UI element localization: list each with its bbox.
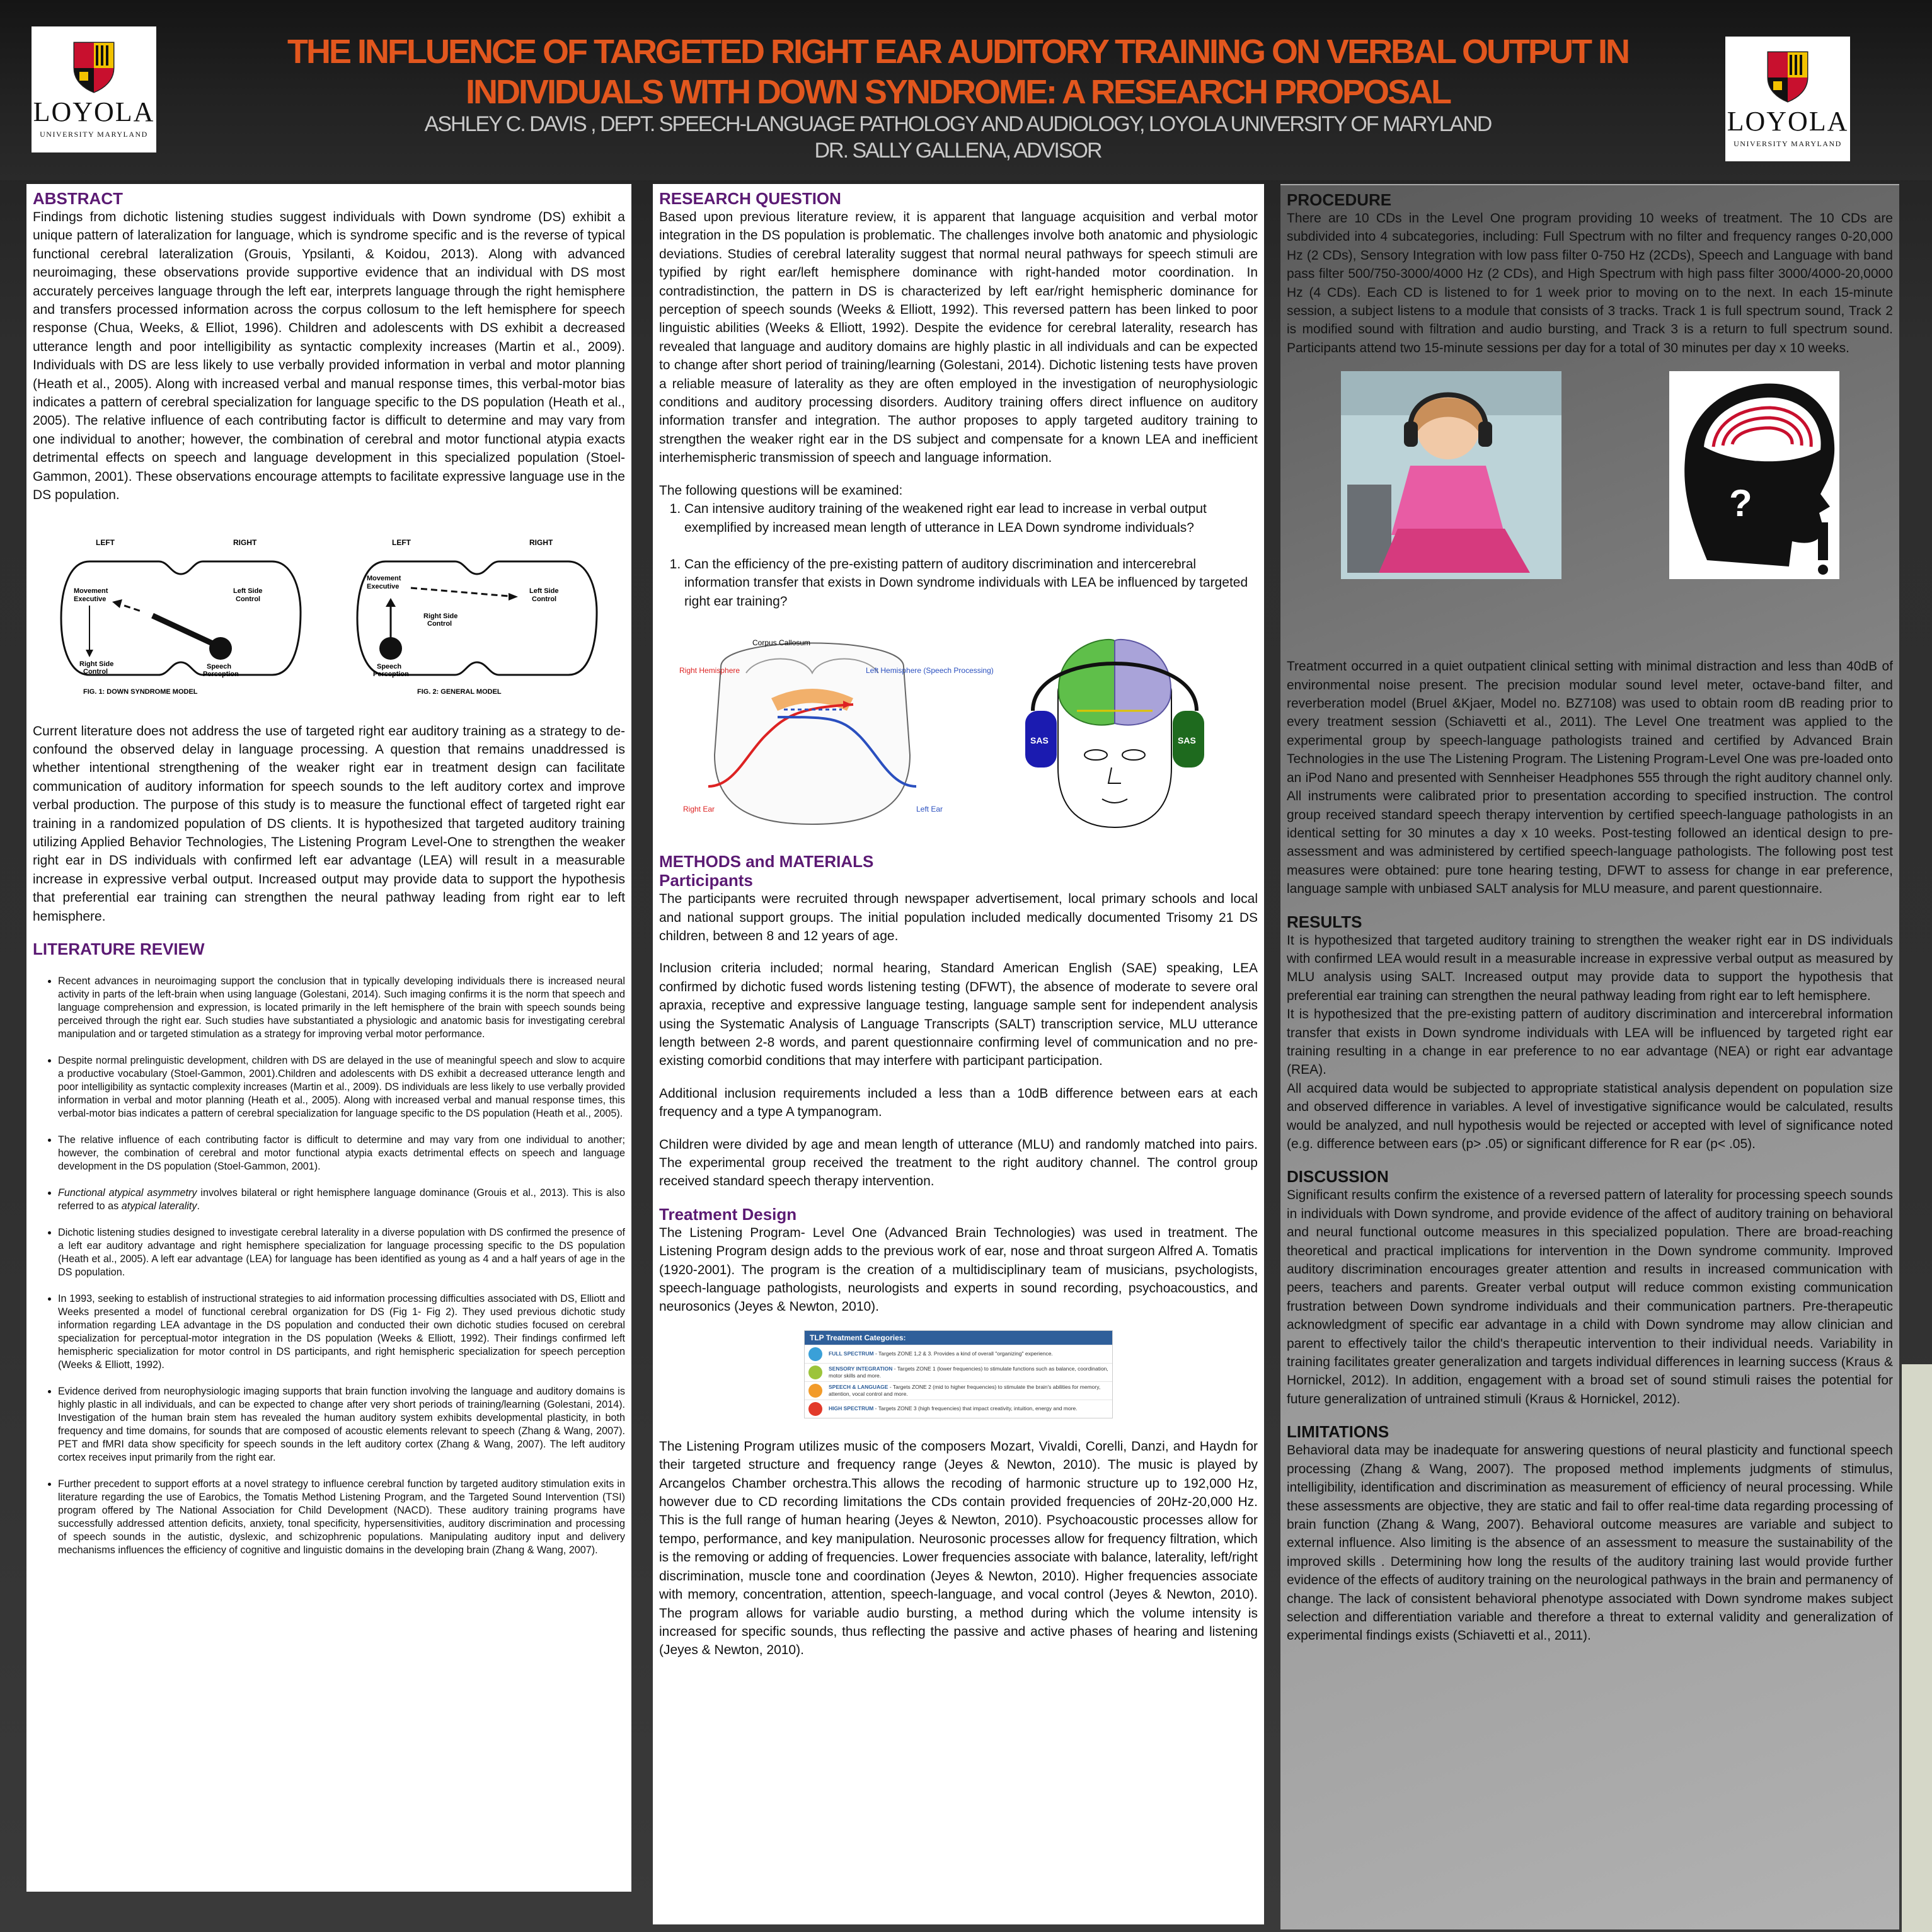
tlp-row bbox=[805, 1363, 1112, 1381]
head-maze-illustration bbox=[1669, 371, 1839, 579]
question-item: 1. Can intensive auditory training of the weakened right ear lead to increase in verbal output exemplified by increased mean length of utterance in LEA Down syndrome individuals? bbox=[684, 500, 1258, 537]
limitations-text: Behavioral data may be inadequate for answering questions of neural plasticity and functional speech processing (Zhang & Wang, 2007). The proposed method implements judgments of stimulus, intelligibility, identification and discrimination as measurement of efficiency of neural processing. While these assessments are objective, they are static and fail to offer real-time data regarding processing of brain function (Zhang & Wang, 2007). Behavioral outcome measures are variable and subject to external influence. Also limiting is the absence of an assessment to measure the sustainability of the improved skills . Determining how long the results of the auditory training last would provide further evidence of the effects of auditory training on the neurological pathways in the brain and permanency of change. The lack of consistent behavioral phenotype associated with Down syndrome makes subject selection and differentiation variable and therefore a threat to external validity and generalization of experimental findings exists (Schiavetti et al., 2011). bbox=[1287, 1443, 1893, 1643]
abstract-heading: ABSTRACT bbox=[33, 189, 123, 208]
svg-text:Executive: Executive bbox=[74, 595, 106, 603]
inclusion-text: Inclusion criteria included; normal hearing, Standard American English (SAE) speaking, LEA confirmed by dichotic fused words listening testing (DFWT), the absence of moderate to severe oral apraxia, receptive and expressive language testing, language sample sent for independent analysis using the Systematic Analysis of Language Transcripts (SALT) transcription service, MLU utterance length between 2-8 words, and parent questionnaire confirming level of communication and no pre-existing comorbid conditions that may interfere with participant participation. bbox=[659, 961, 1258, 1069]
logo-subtitle: UNIVERSITY MARYLAND bbox=[40, 129, 148, 139]
loyola-logo-right bbox=[1725, 37, 1850, 161]
svg-text:LEFT: LEFT bbox=[96, 538, 115, 547]
headphone-brain-diagram bbox=[989, 629, 1241, 834]
question-item: 1. Can the efficiency of the pre-existing pattern of auditory discrimination and intercerebral information transfer that exists in Down syndrome individuals with LEA be influenced by targeted right ear training? bbox=[684, 555, 1258, 611]
results-heading: RESULTS bbox=[1287, 912, 1362, 931]
tlp-categories-table bbox=[804, 1330, 1113, 1418]
tlp-row-text: SENSORY INTEGRATION - Targets ZONE 1 (lower frequencies) to stimulate functions such as balance, coordination, motor skills and more. bbox=[829, 1365, 1108, 1379]
svg-text:Left Side: Left Side bbox=[529, 587, 559, 595]
column-right bbox=[1280, 184, 1899, 1929]
child-headphones-photo bbox=[1341, 371, 1561, 579]
question-list bbox=[659, 500, 1258, 611]
term-end: . bbox=[197, 1200, 200, 1212]
logo-wordmark: LOYOLA bbox=[33, 96, 155, 127]
literature-item: • Further precedent to support efforts at a novel strategy to influence cerebral function by targeted auditory stimulation exits in literature regarding the use of Earobics, the Tomatis Method Listening Program, and the Targeted Sound Intervention (TSI) program offered by The National Association for Child Development (NACD). These auditory training programs have successfully addressed attention deficits, anxiety, tonal specificity, hypersensitivities, auditory discrimination and processing of speech sounds in the autistic, dyslexic, and schizophrenic populations. Manipulating auditory input and delivery mechanisms influences the efficiency of cognitive and linguistic domains in the developing brain (Zhang & Wang, 2007). bbox=[58, 1478, 625, 1557]
term-italic: Functional atypical asymmetry bbox=[58, 1187, 197, 1199]
methods-heading: METHODS and MATERIALS bbox=[659, 852, 874, 871]
literature-list bbox=[58, 975, 625, 1557]
lateralization-figures bbox=[33, 536, 625, 703]
svg-text:Speech: Speech bbox=[377, 662, 402, 670]
svg-text:Corpus Callosum: Corpus Callosum bbox=[752, 638, 810, 648]
loyola-logo bbox=[32, 26, 156, 152]
auditory-pathway-diagram bbox=[677, 629, 994, 834]
tlp-row bbox=[805, 1345, 1112, 1363]
tlp-row-text: FULL SPECTRUM - Targets ZONE 1,2 & 3. Provides a kind of overall "organizing" experience. bbox=[829, 1350, 1053, 1357]
poster-header bbox=[0, 0, 1932, 180]
discussion-text: Significant results confirm the existence of a reversed pattern of laterality for processing speech sounds in individuals with Down syndrome, and provide evidence of the affect of auditory training on behavioral and neural functional outcome measures in this specialized population. There are broad-reaching theoretical and practical implications for intervention in the Down syndrome community. Improved auditory discrimination encourages greater attention and results in increased communication with peers, teachers and parents. Greater verbal output will reduce common existing communication frustration between Down syndrome individuals and their communication partners. Pre-therapeutic acknowledgment of specific ear advantage in a child with Down syndrome may allow clinician and parent to effectively tailor the child's therapeutic intervention to their individual needs. Variability in training facilitates greater generalization and targets individual differences in learning success (Kraus & Hornickel, 2012). In addition, engagement with a broad set of sound stimuli raises the potential for future generalization of untrained stimuli (Kraus & Hornickel, 2012). bbox=[1287, 1188, 1893, 1406]
svg-text:FIG. 2: GENERAL MODEL: FIG. 2: GENERAL MODEL bbox=[417, 687, 502, 696]
svg-text:Left Hemisphere (Speech Proces: Left Hemisphere (Speech Processing) bbox=[865, 666, 994, 676]
abstract-text-2: Current literature does not address the use of targeted right ear auditory training as a strategy to de-confound the observed delay in language processing. A question that remains unaddressed is whether intentional strengthening of the weaker right ear in treatment design can facilitate communication of auditory information for speech sounds to the left auditory cortex and improve verbal production. The purpose of this study is to measure the functional effect of targeted right ear training in a randomized population of DS clients. It is hypothesized that targeted auditory training utilizing Applied Behavior Technologies, The Listening Program Level-One to strengthen the weaker right ear in DS individuals with confirmed left ear advantage (LEA) will result in a measurable increase in expressive verbal output. Increased output may provide data to support the hypothesis that preferential ear training can strengthen the neural pathway leading from right ear to left hemisphere. bbox=[33, 723, 625, 924]
poster-authors bbox=[202, 111, 1714, 164]
procedure-text: There are 10 CDs in the Level One program providing 10 weeks of treatment. The 10 CDs are subdivided into 4 subcategories, including: Full Spectrum with no filter and frequency ranges 0-20,000 Hz (2 CDs), Sensory Integration with low pass filter 0-750 Hz (2CDs), Speech and Language with band pass filter 500/750-3000/4000 Hz (2 CDs), and High Spectrum with high pass filter 3000/4000-20,0000 Hz (4 CDs). Each CD is listened to for 1 week prior to moving on to the next. In each 15-minute session, a subject listens to a module that consists of 3 tracks. Track 1 is full spectrum sound, Track 2 is modified sound with filtration and audio bursting, and Track 3 is a return to full spectrum sound. Participants attend two 15-minute sessions per day for a total of 30 minutes per day x 10 weeks. bbox=[1287, 211, 1893, 355]
zone-dot-icon bbox=[808, 1347, 822, 1361]
svg-text:Speech: Speech bbox=[207, 662, 232, 670]
fig-general-model bbox=[348, 536, 606, 703]
svg-text:Control: Control bbox=[427, 619, 452, 628]
hemisphere-figures bbox=[659, 629, 1258, 837]
literature-item: • Dichotic listening studies designed to investigate cerebral laterality in a diverse population with DS confirmed the presence of a left ear auditory advantage and right hemisphere specialization for language processing specific to the DS population (Heath et al., 2005). A left ear advantage (LEA) for language has been identified as young as 4 and a half years of age in the DS population. bbox=[58, 1226, 625, 1279]
inclusion-extra-text: Additional inclusion requirements included a less than a 10dB difference between ears at each frequency and a type A tympanogram. bbox=[659, 1086, 1258, 1120]
tlp-row-text: HIGH SPECTRUM - Targets ZONE 3 (high frequencies) that impact creativity, intuition, energy and more. bbox=[829, 1405, 1078, 1412]
svg-text:LEFT: LEFT bbox=[392, 538, 411, 547]
column-left bbox=[26, 184, 631, 1892]
treatment-text: The Listening Program- Level One (Advanced Brain Technologies) was used in treatment. The Listening Program design adds to the previous work of ear, nose and throat surgeon Alfred A. Tomatis (1920-2001). The program is the creation of a multidisciplinary team of musicians, psychologists, speech-language pathologists, neurologists and experts in sound recording, psychoacoustics, and neurosonics (Jeyes & Newton, 2010). bbox=[659, 1225, 1258, 1314]
svg-text:Right Hemisphere: Right Hemisphere bbox=[679, 666, 740, 676]
svg-text:SAS: SAS bbox=[1030, 735, 1049, 746]
svg-text:Left Side: Left Side bbox=[233, 587, 263, 595]
zone-dot-icon bbox=[808, 1402, 822, 1416]
shield-icon bbox=[1766, 50, 1810, 103]
svg-text:Right Side: Right Side bbox=[423, 612, 458, 620]
decorative-side-strip bbox=[1902, 1364, 1932, 1932]
logo-subtitle: UNIVERSITY MARYLAND bbox=[1734, 139, 1842, 148]
logo-wordmark: LOYOLA bbox=[1727, 105, 1849, 137]
results-text-2: It is hypothesized that the pre-existing pattern of auditory discrimination and intercerebral information transfer that exists in Down syndrome individuals with LEA will be influenced by targeted right ear training resulting in a change in ear preference to no ear advantage (NEA) or right ear advantage (REA). bbox=[1287, 1007, 1893, 1078]
literature-item: • Evidence derived from neurophysiologic imaging supports that brain function involving the language and auditory domains is highly plastic in all individuals, and can be expected to change after very short periods of training/learning (Golestani, 2014). Investigation of the human brain stem has revealed the human auditory system exhibits developmental plasticity, in both frequency and time domains, for sounds that are composed of acoustic elements relevant to speech (Zhang & Wang, 2007). PET and fMRI data show specificity for speech sounds in the left auditory cortex (Zhang & Wang, 2007). The left auditory cortex receives input primarily from the right ear. bbox=[58, 1385, 625, 1464]
research-text: Based upon previous literature review, it is apparent that language acquisition and verbal motor integration in the DS population is problematic. The challenges involve both anatomic and physiologic deviations. Studies of cerebral laterality suggest that normal neural pathways for speech stimuli are typified by right ear/left hemisphere dominance with right-handed motor coordination. In contradistinction, the pattern in DS is characterized by left ear/right hemispheric dominance for perception of speech sounds (Weeks & Elliott, 1992). This reversed pattern has been linked to poor linguistic abilities (Weeks & Elliott, 1992). Despite the evidence for cerebral laterality, research has revealed that language and auditory domains are highly plastic in all individuals and can be expected to change after short period of training/learning (Golestani, 2014). Dichotic listening tests have proven a reliable measure of laterality as they are often employed in the investigation of neurophysiologic conditions and auditory processing disorders. Auditory training offers direct influence on auditory information transfer and integration. The author proposes to apply targeted auditory training to strengthen the weaker right ear in the DS subject and compensate for a known LEA and inefficient interhemispheric transmission of speech and language information. bbox=[659, 210, 1258, 466]
research-heading: RESEARCH QUESTION bbox=[659, 189, 841, 208]
shield-icon bbox=[72, 40, 116, 93]
results-text-3: All acquired data would be subjected to appropriate statistical analysis dependent on population size and observed difference in variables. A level of investigative significance would be calculated, results would be analyzed, and null hypothesis would be rejected or accepted with level of significance noted (e.g. difference between ears (p> .05) or significant difference for R ear (p< .05). bbox=[1287, 1081, 1893, 1151]
author-line: ASHLEY C. DAVIS , DEPT. SPEECH-LANGUAGE PATHOLOGY AND AUDIOLOGY, LOYOLA UNIVERSITY OF MARYLAND bbox=[424, 112, 1492, 136]
literature-item: • Recent advances in neuroimaging support the conclusion that in typically developing individuals there is increased neural activity in parts of the left-brain when using language (Golestani, 2014). Such imaging confirms it is the norm that speech and language comprehension and expression, is located primarily in the left hemisphere of the brain with speech sounds being perceived through the right ear. Such studies have substantiated a physiologic and anatomic basis for investigating cerebral manipulation and or targeted stimulation as a strategy for improving verbal motor performance. bbox=[58, 975, 625, 1041]
zone-dot-icon bbox=[808, 1366, 822, 1379]
fig-down-syndrome-model bbox=[52, 536, 310, 703]
term-italic: atypical laterality bbox=[121, 1200, 197, 1212]
svg-text:Executive: Executive bbox=[367, 582, 400, 590]
grouping-text: Children were divided by age and mean length of utterance (MLU) and randomly matched into pairs. The experimental group received the treatment to the right auditory channel. The control group received standard speech therapy intervention. bbox=[659, 1137, 1258, 1189]
svg-text:Movement: Movement bbox=[74, 587, 108, 595]
listening-program-text: The Listening Program utilizes music of the composers Mozart, Vivaldi, Corelli, Danzi, and Haydn for their targeted structure and frequency range (Jeyes & Newton, 2010). The music is played by Arcangelos Chamber orchestra.This allows the recoding of harmonic structure up to 192,000 Hz, however due to CD recording limitations the CDs contain provided frequencies of 20Hz-20,000 Hz. This is the full range of human hearing (Jeyes & Newton, 2010). Psychoacoustic processes allow for tempo, performance, and key manipulation. Neurosonic processes allow for frequency filtration, which is the removing or adding of frequencies. Lower frequencies associate with balance, laterality, left/right discrimination, muscle tone and coordination (Jeyes & Newton, 2010). Higher frequencies associate with memory, concentration, attention, speech-language, and vocal control (Jeyes & Newton, 2010). The program allows for variable audio bursting, a method during which the volume intensity is increased for specific sounds, thus reflecting the passive and active phases of hearing and listening (Jeyes & Newton, 2010). bbox=[659, 1439, 1258, 1658]
svg-text:?: ? bbox=[1728, 482, 1752, 525]
svg-text:Right Side: Right Side bbox=[79, 660, 114, 668]
svg-text:FIG. 1: DOWN SYNDROME MODEL: FIG. 1: DOWN SYNDROME MODEL bbox=[83, 687, 198, 696]
svg-text:RIGHT: RIGHT bbox=[529, 538, 553, 547]
column-middle bbox=[653, 184, 1264, 1924]
svg-text:Movement: Movement bbox=[367, 574, 401, 582]
procedure-images bbox=[1287, 371, 1893, 623]
svg-text:Control: Control bbox=[83, 667, 108, 676]
tlp-title: TLP Treatment Categories: bbox=[805, 1331, 1112, 1345]
treatment-setting-text: Treatment occurred in a quiet outpatient clinical setting with minimal distraction and less than 40dB of environmental noise present. The precision modular sound level meter, octave-band filter, and reverberation model (Bruel &Kjaer, Model no. BZ7108) was used to obtain room dB reading prior to every treatment session (Schiavetti et al., 2011). The Level One treatment was applied to the experimental group by speech-language pathologists trained and certified by Advanced Brain Technologies in the use The Listening Program. The Listening Program-Level One was pre-loaded onto an iPod Nano and presented with Sennheiser Headphones 555 through the right auditory channel only. All instruments were calibrated prior to presentation according to specified instruction. The control group received standard speech therapy intervention by certified speech-language pathologists in an identical setting for 30 minutes a day x 10 weeks. Post-testing followed an identical design to pre-assessment and was administered by certified speech-language pathologists. The following post test measures were obtained: pure tone hearing testing, DFWT to assess for change in ear preference, language sample with unbiased SALT analysis for MLU measure, and parent questionnaire. bbox=[1287, 659, 1893, 897]
results-text-1: It is hypothesized that targeted auditory training to strengthen the weaker right ear in DS individuals with confirmed LEA would result in a measurable increase in expressive verbal output as measured by MLU analysis using SALT. Increased output may provide data to support the hypothesis that preferential ear training can strengthen the neural pathway leading from right ear to left hemisphere. bbox=[1287, 933, 1893, 1003]
abstract-text: Findings from dichotic listening studies suggest individuals with Down syndrome (DS) exhibit a unique pattern of lateralization for language, which is syndrome specific and is the reverse of typical functional cerebral lateralization (Grouis, Ypsilanti, & Koidou, 2013). Along with advanced neuroimaging, these observations provide supportive evidence that an individual with DS most accurately perceives language through the left ear, interprets language through the right hemisphere and transfers processed information across the corpus collosum to the left hemisphere for speech response (Chua, Weeks, & Elliot, 1996). Children and adolescents with DS exhibit a decreased utterance length and poor intelligibility as syntactic complexity increases (Martin et al., 2009). Individuals with DS are less likely to use verbally provided information in verbal and motor planning (Heath et al., 2005). Along with increased verbal and manual response times, this verbal-motor bias indicates a pattern of cerebral specialization for language specific to the DS population (Heath et al., 2005). The relative influence of each contributing factor is difficult to determine and may vary from one individual to another; however, the combination of cerebral and motor functional atypia exacts detrimental effects on speech and language development in this specialized population (Stoel-Gammon, 2001). These observations encourage attempts to facilitate expressive language use in the DS population. bbox=[33, 210, 625, 503]
advisor-line: DR. SALLY GALLENA, ADVISOR bbox=[814, 139, 1101, 163]
svg-text:RIGHT: RIGHT bbox=[233, 538, 257, 547]
svg-text:Control: Control bbox=[236, 595, 261, 603]
literature-heading: LITERATURE REVIEW bbox=[33, 939, 205, 958]
tlp-row-text: SPEECH & LANGUAGE - Targets ZONE 2 (mid to higher frequencies) to stimulate the brain's abilities for memory, attention, vocal control and more. bbox=[829, 1383, 1101, 1397]
svg-text:Perception: Perception bbox=[203, 670, 239, 678]
literature-item bbox=[58, 1187, 625, 1213]
svg-text:Right Ear: Right Ear bbox=[682, 805, 715, 814]
discussion-heading: DISCUSSION bbox=[1287, 1167, 1389, 1187]
participants-text: The participants were recruited through newspaper advertisement, local primary schools and local and national support groups. The initial population included medically documented Trisomy 21 DS children, between 8 and 12 years of age. bbox=[659, 892, 1258, 943]
procedure-heading: PROCEDURE bbox=[1287, 190, 1392, 209]
literature-item: • Despite normal prelinguistic development, children with DS are delayed in the use of meaningful speech and slow to acquire a productive vocabulary (Stoel-Gammon, 2001).Children and adolescents with DS exhibit a decreased utterance length and poor intelligibility as syntactic complexity increases (Martin et al., 2009). DS individuals are less likely to use verbally provided information in verbal and motor planning (Heath et al., 2005). Along with increased verbal and manual response times, this verbal-motor bias indicates a pattern of cerebral specialization for language specific to the DS population (Heath et al., 2005). bbox=[58, 1054, 625, 1120]
tlp-row bbox=[805, 1400, 1112, 1418]
poster-title: THE INFLUENCE OF TARGETED RIGHT EAR AUDITORY TRAINING ON VERBAL OUTPUT IN INDIVIDUALS WITH DOWN SYNDROME: A RESEARCH PROPOSAL bbox=[287, 33, 1629, 111]
zone-dot-icon bbox=[808, 1384, 822, 1398]
treatment-heading: Treatment Design bbox=[659, 1204, 797, 1224]
questions-intro: The following questions will be examined: bbox=[659, 483, 903, 498]
svg-text:SAS: SAS bbox=[1177, 735, 1196, 746]
limitations-heading: LIMITATIONS bbox=[1287, 1422, 1389, 1442]
literature-item: • In 1993, seeking to establish of instructional strategies to aid information processing difficulties associated with DS, Elliott and Weeks presented a model of functional cerebral organization for DS (Fig 1- Fig 2). They used previous dichotic study information regarding LEA advantage in the DS population and conducted their own dichotic studies focused on cerebral specialization for perceptual-motor integration in the DS population (Weeks & Elliott, 1992). Their findings confirmed left hemispheric specialization for motor control in DS participants, and right hemispheric specialization for speech perception (Weeks & Elliott, 1992). bbox=[58, 1292, 625, 1372]
svg-text:Control: Control bbox=[532, 595, 557, 603]
literature-item: • The relative influence of each contributing factor is difficult to determine and may vary from one individual to another; however, the combination of cerebral and motor functional atypia exacts detrimental effects on speech and language development in the DS population (Stoel-Gammon, 2001). bbox=[58, 1134, 625, 1173]
tlp-row bbox=[805, 1381, 1112, 1400]
term-text: involves bilateral or right hemisphere language dominance (Grouis et al., 2013). This is also referred to as bbox=[58, 1187, 625, 1212]
participants-heading: Participants bbox=[659, 871, 753, 890]
svg-text:Left Ear: Left Ear bbox=[916, 805, 943, 814]
svg-text:Perception: Perception bbox=[373, 670, 409, 678]
